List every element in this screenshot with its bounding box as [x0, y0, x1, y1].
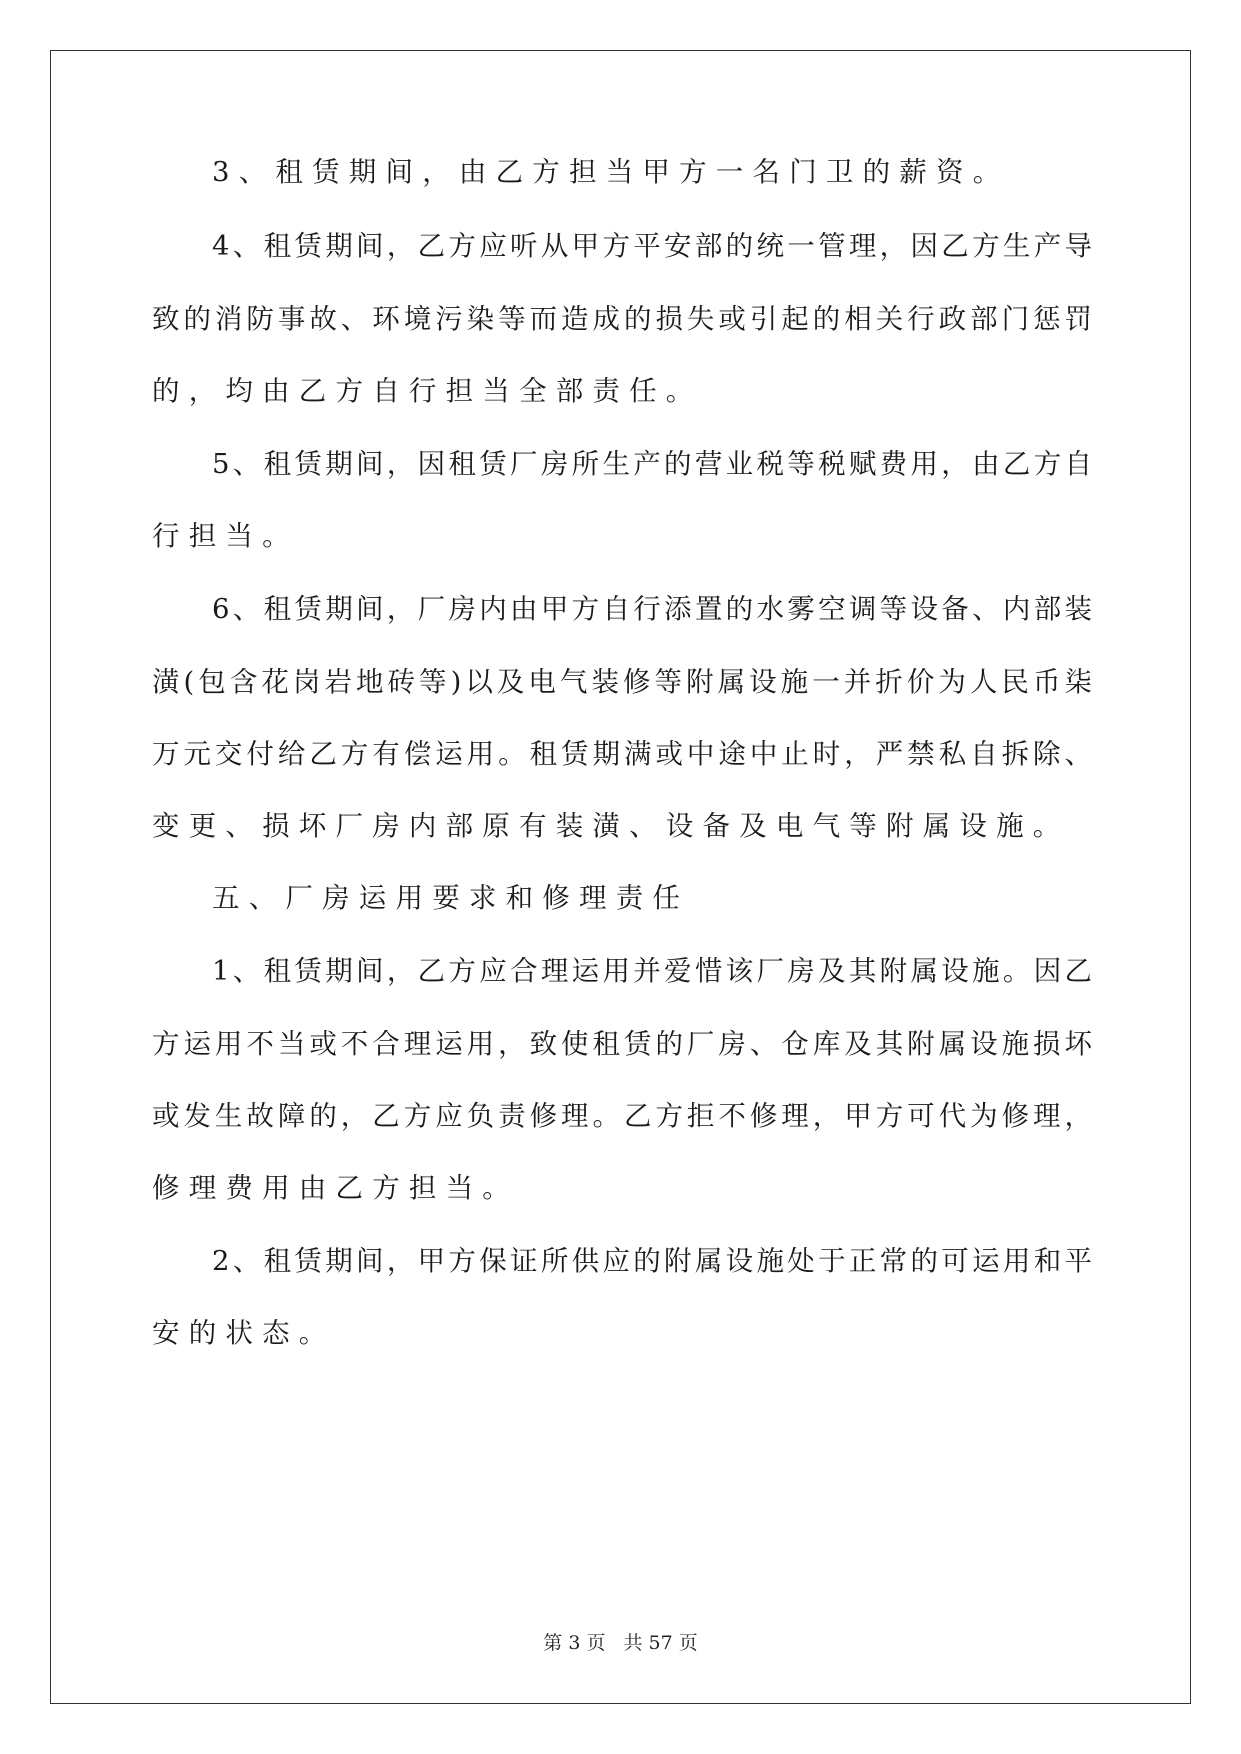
paragraph-line: 致的消防事故、环境污染等而造成的损失或引起的相关行政部门惩罚: [152, 303, 1092, 335]
paragraph-line: 或发生故障的，乙方应负责修理。乙方拒不修理，甲方可代为修理，: [152, 1100, 1092, 1132]
paragraph-line: 万元交付给乙方有偿运用。租赁期满或中途中止时，严禁私自拆除、: [152, 738, 1092, 770]
paragraph-line: 变更、损坏厂房内部原有装潢、设备及电气等附属设施。: [152, 810, 1070, 842]
paragraph-line: 1、租赁期间，乙方应合理运用并爱惜该厂房及其附属设施。因乙: [212, 955, 1092, 987]
paragraph-line: 方运用不当或不合理运用，致使租赁的厂房、仓库及其附属设施损坏: [152, 1028, 1092, 1060]
paragraph-line: 4、租赁期间，乙方应听从甲方平安部的统一管理，因乙方生产导: [212, 230, 1092, 262]
page-number: 第 3 页: [543, 1632, 606, 1654]
page-footer: [0, 1630, 1241, 1656]
paragraph-line: 6、租赁期间，厂房内由甲方自行添置的水雾空调等设备、内部装: [212, 593, 1092, 625]
paragraph-line: 行担当。: [152, 520, 299, 552]
paragraph-line: 的，均由乙方自行担当全部责任。: [152, 375, 703, 407]
paragraph-line: 修理费用由乙方担当。: [152, 1172, 519, 1204]
paragraph-line: 3、租赁期间，由乙方担当甲方一名门卫的薪资。: [212, 156, 1010, 188]
paragraph-line: 5、租赁期间，因租赁厂房所生产的营业税等税赋费用，由乙方自: [212, 448, 1092, 480]
section-heading: 五、厂房运用要求和修理责任: [212, 882, 690, 914]
paragraph-line: 2、租赁期间，甲方保证所供应的附属设施处于正常的可运用和平: [212, 1245, 1092, 1277]
total-pages: 共 57 页: [623, 1632, 698, 1654]
paragraph-line: 安的状态。: [152, 1317, 336, 1349]
paragraph-line: 潢(包含花岗岩地砖等)以及电气装修等附属设施一并折价为人民币柒: [152, 666, 1092, 698]
